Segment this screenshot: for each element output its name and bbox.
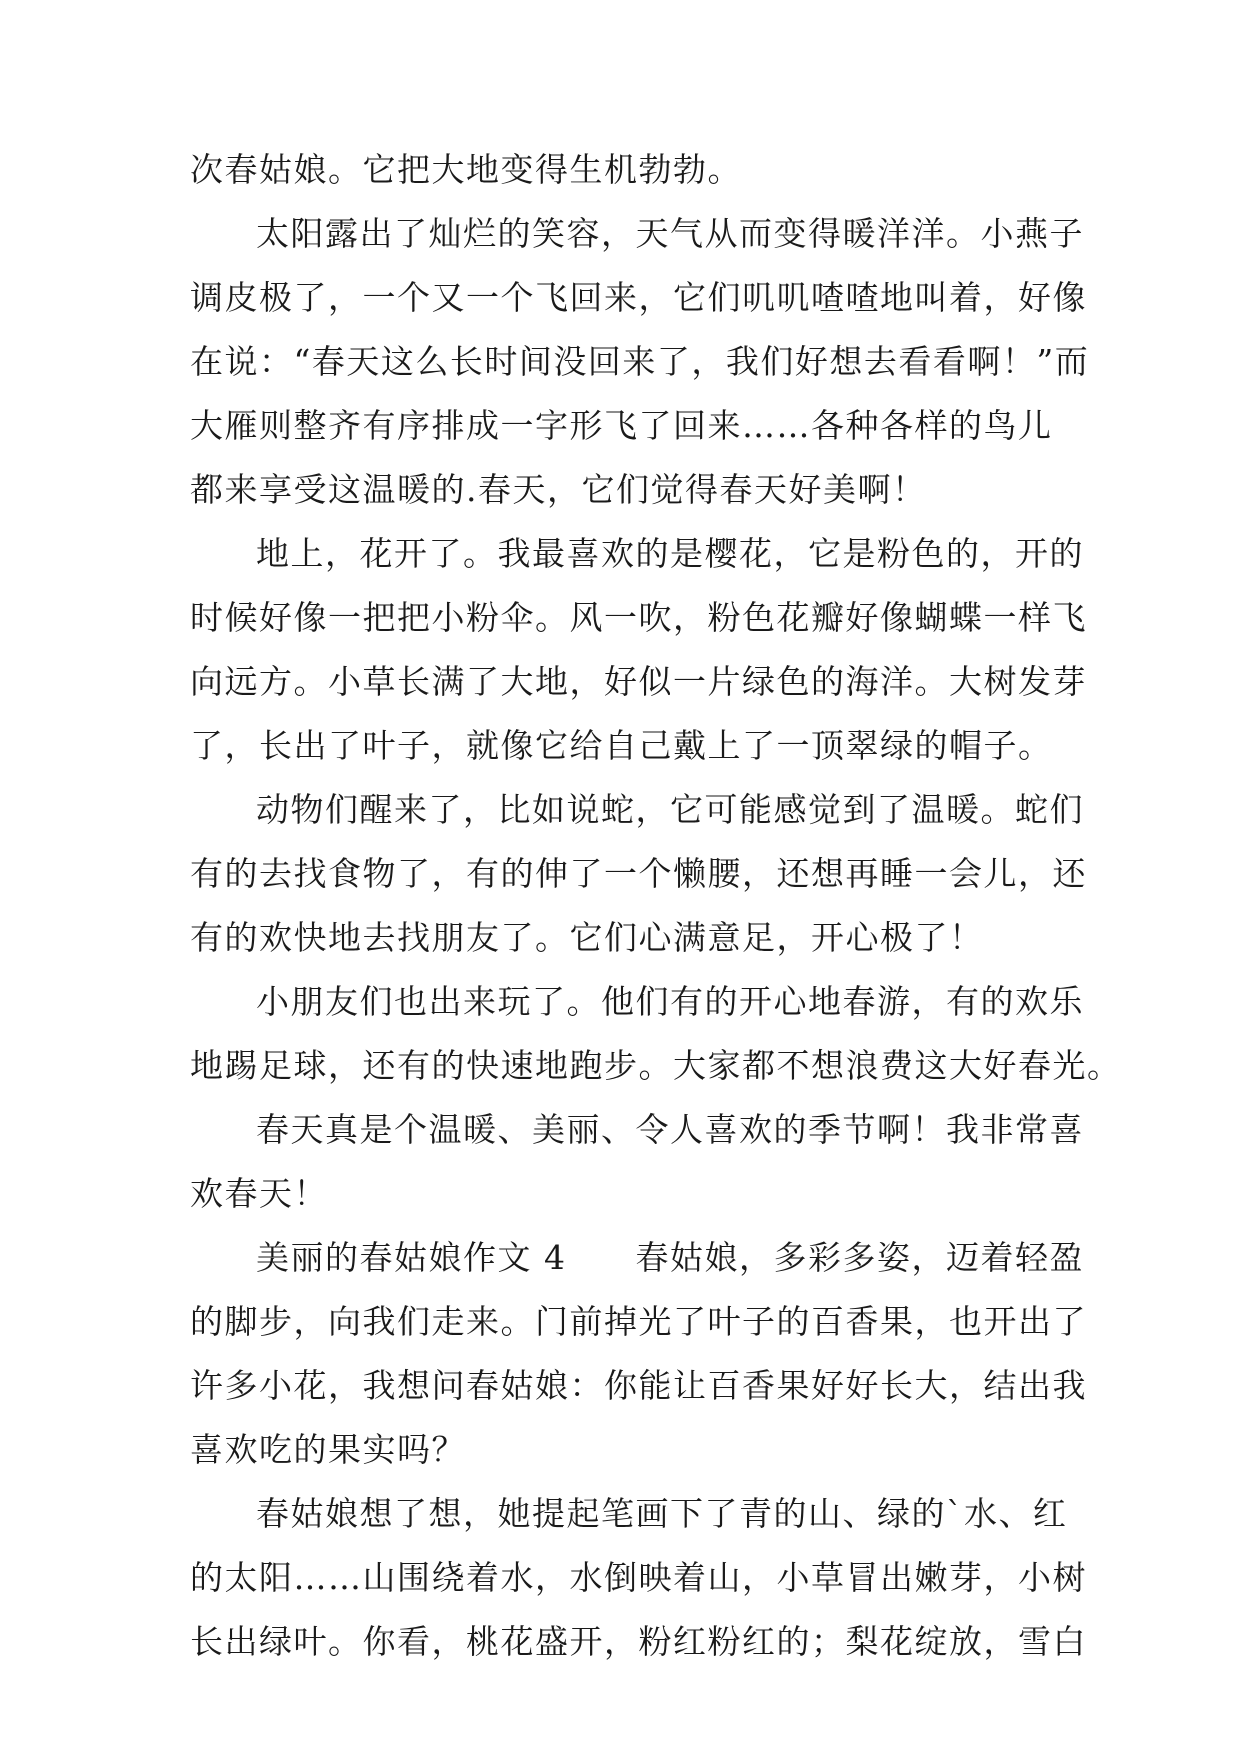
text-line-1: 次春姑娘。它把大地变得生机勃勃。: [190, 150, 742, 189]
text-line-9: 向远方。小草长满了大地，好似一片绿色的海洋。大树发芽: [190, 662, 1087, 701]
text-line-6: 都来享受这温暖的.春天，它们觉得春天好美啊！: [190, 470, 927, 509]
text-line-10: 了，长出了叶子，就像它给自己戴上了一顶翠绿的帽子。: [190, 726, 1053, 765]
text-line-15: 地踢足球，还有的快速地跑步。大家都不想浪费这大好春光。: [190, 1046, 1122, 1085]
text-line-2: 太阳露出了灿烂的笑容，天气从而变得暖洋洋。小燕子: [256, 214, 1084, 253]
text-line-7: 地上，花开了。我最喜欢的是樱花，它是粉色的，开的: [256, 534, 1084, 573]
text-line-8: 时候好像一把把小粉伞。风一吹，粉色花瓣好像蝴蝶一样飞: [190, 598, 1087, 637]
text-line-23: 的太阳……山围绕着水，水倒映着山，小草冒出嫩芽，小树: [190, 1558, 1087, 1597]
text-line-21: 喜欢吃的果实吗？: [190, 1430, 466, 1469]
text-line-22: 春姑娘想了想，她提起笔画下了青的山、绿的`水、红: [256, 1494, 1068, 1533]
text-line-17: 欢春天！: [190, 1174, 328, 1213]
text-line-16: 春天真是个温暖、美丽、令人喜欢的季节啊！我非常喜: [256, 1110, 1084, 1149]
text-line-5: 大雁则整齐有序排成一字形飞了回来……各种各样的鸟儿: [190, 406, 1053, 445]
text-line-19: 的脚步，向我们走来。门前掉光了叶子的百香果，也开出了: [190, 1302, 1087, 1341]
text-line-13: 有的欢快地去找朋友了。它们心满意足，开心极了！: [190, 918, 984, 957]
text-line-4: 在说：“春天这么长时间没回来了，我们好想去看看啊！”而: [190, 342, 1090, 381]
text-line-18: 美丽的春姑娘作文 4 春姑娘，多彩多姿，迈着轻盈: [256, 1238, 1084, 1277]
text-line-3: 调皮极了，一个又一个飞回来，它们叽叽喳喳地叫着，好像: [190, 278, 1087, 317]
text-line-20: 许多小花，我想问春姑娘：你能让百香果好好长大，结出我: [190, 1366, 1087, 1405]
text-line-24: 长出绿叶。你看，桃花盛开，粉红粉红的；梨花绽放，雪白: [190, 1622, 1087, 1661]
text-line-11: 动物们醒来了，比如说蛇，它可能感觉到了温暖。蛇们: [256, 790, 1084, 829]
text-line-14: 小朋友们也出来玩了。他们有的开心地春游，有的欢乐: [256, 982, 1084, 1021]
text-line-12: 有的去找食物了，有的伸了一个懒腰，还想再睡一会儿，还: [190, 854, 1087, 893]
